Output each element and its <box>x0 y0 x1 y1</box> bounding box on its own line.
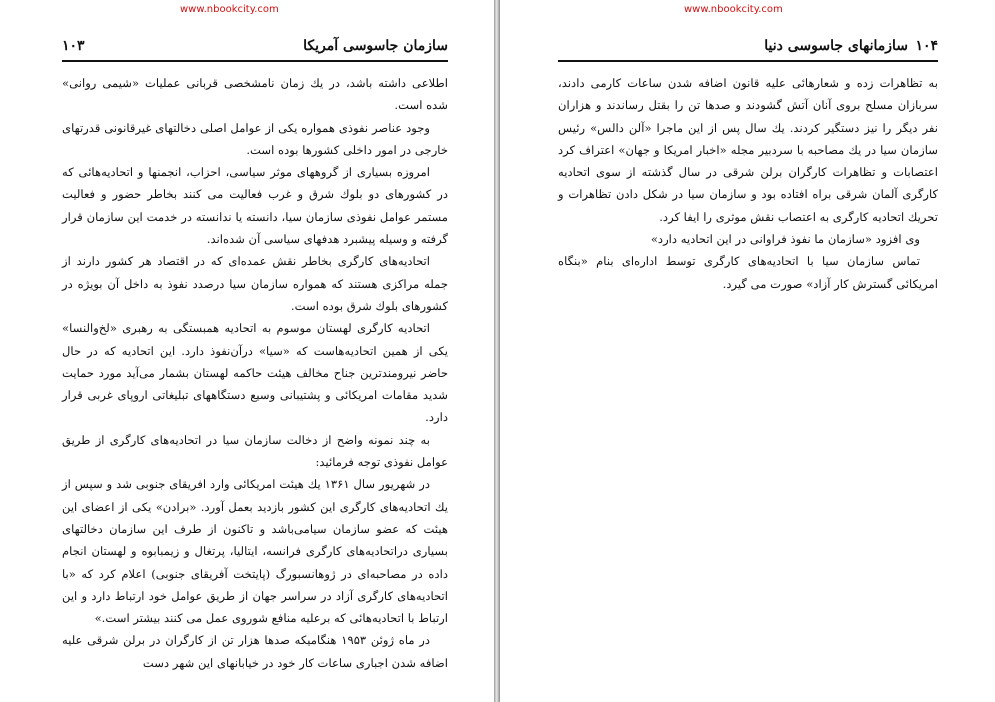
paragraph: در ماه ژوئن ۱۹۵۳ هنگامیکه صدها هزار تن از کارگران در برلن شرقی علیه اضافه شدن اجباری ساعات کار خود در خیابانهای این شهر دست <box>62 633 448 670</box>
header-title: سازمانهای جاسوسی دنیا <box>764 38 908 54</box>
paragraph: تماس سازمان سیا با اتحادیه‌های کارگری توسط اداره‌ای بنام «بنگاه امریکائی گسترش کار آزاد» صورت می گیرد. <box>558 254 938 291</box>
page-number: ۱۰۴ <box>915 38 938 54</box>
paragraph: اتحادیه کارگری لهستان موسوم به اتحادیه همبستگی به رهبری «لخ‌والنسا» یکی از همین اتحادیه‌هاست که «سیا» درآن‌نفوذ دارد. این اتحادیه که در حال حاضر نیرومندترین جناح مخالف هیئت حاکمه لهستان بشمار می‌آید مورد حمایت شدید مقامات امریکائی و پشتیبانی وسیع دستگاههای تبلیغاتی اروپای غربی قرار دارد. <box>62 321 448 425</box>
right-page <box>500 0 995 702</box>
page-header <box>62 38 448 62</box>
paragraph: در شهریور سال ۱۳۶۱ یك هیئت امریکائی وارد افریقای جنوبی شد و سپس از یك اتحادیه‌های کارگری این کشور بازدید بعمل آورد. «برادن» یکی از اعضای این هیئت که عضو سازمان سیامی‌باشد و تاکنون از طرف این سازمان دخالتهای بسیاری دراتحادیه‌های کارگری فرانسه، ایتالیا، پرتغال و زیمبابوه و لهستان انجام داده در مصاحبه‌ای در ژوهانسبورگ (پایتخت آفریقای جنوبی) اعلام کرد که «با اتحادیه‌های کارگری آزاد در سراسر جهان از طریق عوامل خود ارتباط دارد و این ارتباط با اتحادیه‌هائی که برعلیه منافع شوروی عمل می کنند بیشتر است.» <box>62 477 448 626</box>
paragraph: اتحادیه‌های کارگری بخاطر نقش عمده‌ای که در اقتصاد هر کشور دارند از جمله مراکزی هستند که همواره سازمان سیا درصدد نفوذ به داخل آن بویژه در کشورهای بلوك شرق بوده است. <box>62 254 448 313</box>
page-body <box>62 72 448 674</box>
site-url[interactable]: www.nbookcity.com <box>180 4 279 15</box>
left-page <box>0 0 494 702</box>
page-number: ۱۰۳ <box>62 38 85 54</box>
paragraph: به تظاهرات زده و شعارهائی علیه قانون اضافه شدن ساعات کارمی دادند، سربازان مسلح بروی آنان آتش گشودند و صدها تن را بقتل رساندند و هزاران نفر دیگر را نیز دستگیر کردند. یك سال پس از این ماجرا «آلن دالس» رئیس سازمان سیا در یك مصاحبه با سردبیر مجله «اخبار امریکا و جهان» اعتراف کرد اعتصابات و تظاهرات کارگران برلن شرقی در سال گذشته از سوی اتحادیه کارگری آلمان شرقی براه افتاده بود و سازمان سیا در شکل دادن تظاهرات و تحریك اتحادیه کارگری به اعتصاب نقش موثری را ایفا کرد. <box>558 76 938 224</box>
paragraph: وجود عناصر نفوذی همواره یکی از عوامل اصلی دخالتهای غیرقانونی قدرتهای خارجی در امور داخلی کشورها بوده است. <box>62 120 448 157</box>
page-body <box>558 72 938 295</box>
paragraph: به چند نمونه واضح از دخالت سازمان سیا در اتحادیه‌های کارگری از طریق عوامل نفوذی توجه فرمائید: <box>62 432 448 470</box>
site-url[interactable]: www.nbookcity.com <box>684 4 783 15</box>
page-header <box>558 38 938 62</box>
paragraph: وی افزود «سازمان ما نفوذ فراوانی در این اتحادیه دارد» <box>650 232 920 247</box>
paragraph: اطلاعی داشته باشد، در یك زمان نامشخصی قربانی عملیات «شیمی روانی» شده است. <box>62 76 448 113</box>
header-title: سازمان جاسوسی آمریکا <box>303 38 448 54</box>
paragraph: امروزه بسیاری از گروههای موثر سیاسی، احزاب، انجمنها و اتحادیه‌هائی که در کشورهای دو بلوك شرق و غرب فعالیت می کنند بخاطر حضور و فعالیت مستمر عوامل نفوذی سازمان سیا، دانسته یا ندانسته در خدمت این سازمان قرار گرفته و وسیله پیشبرد هدفهای سیاسی آن شده‌اند. <box>62 165 448 247</box>
